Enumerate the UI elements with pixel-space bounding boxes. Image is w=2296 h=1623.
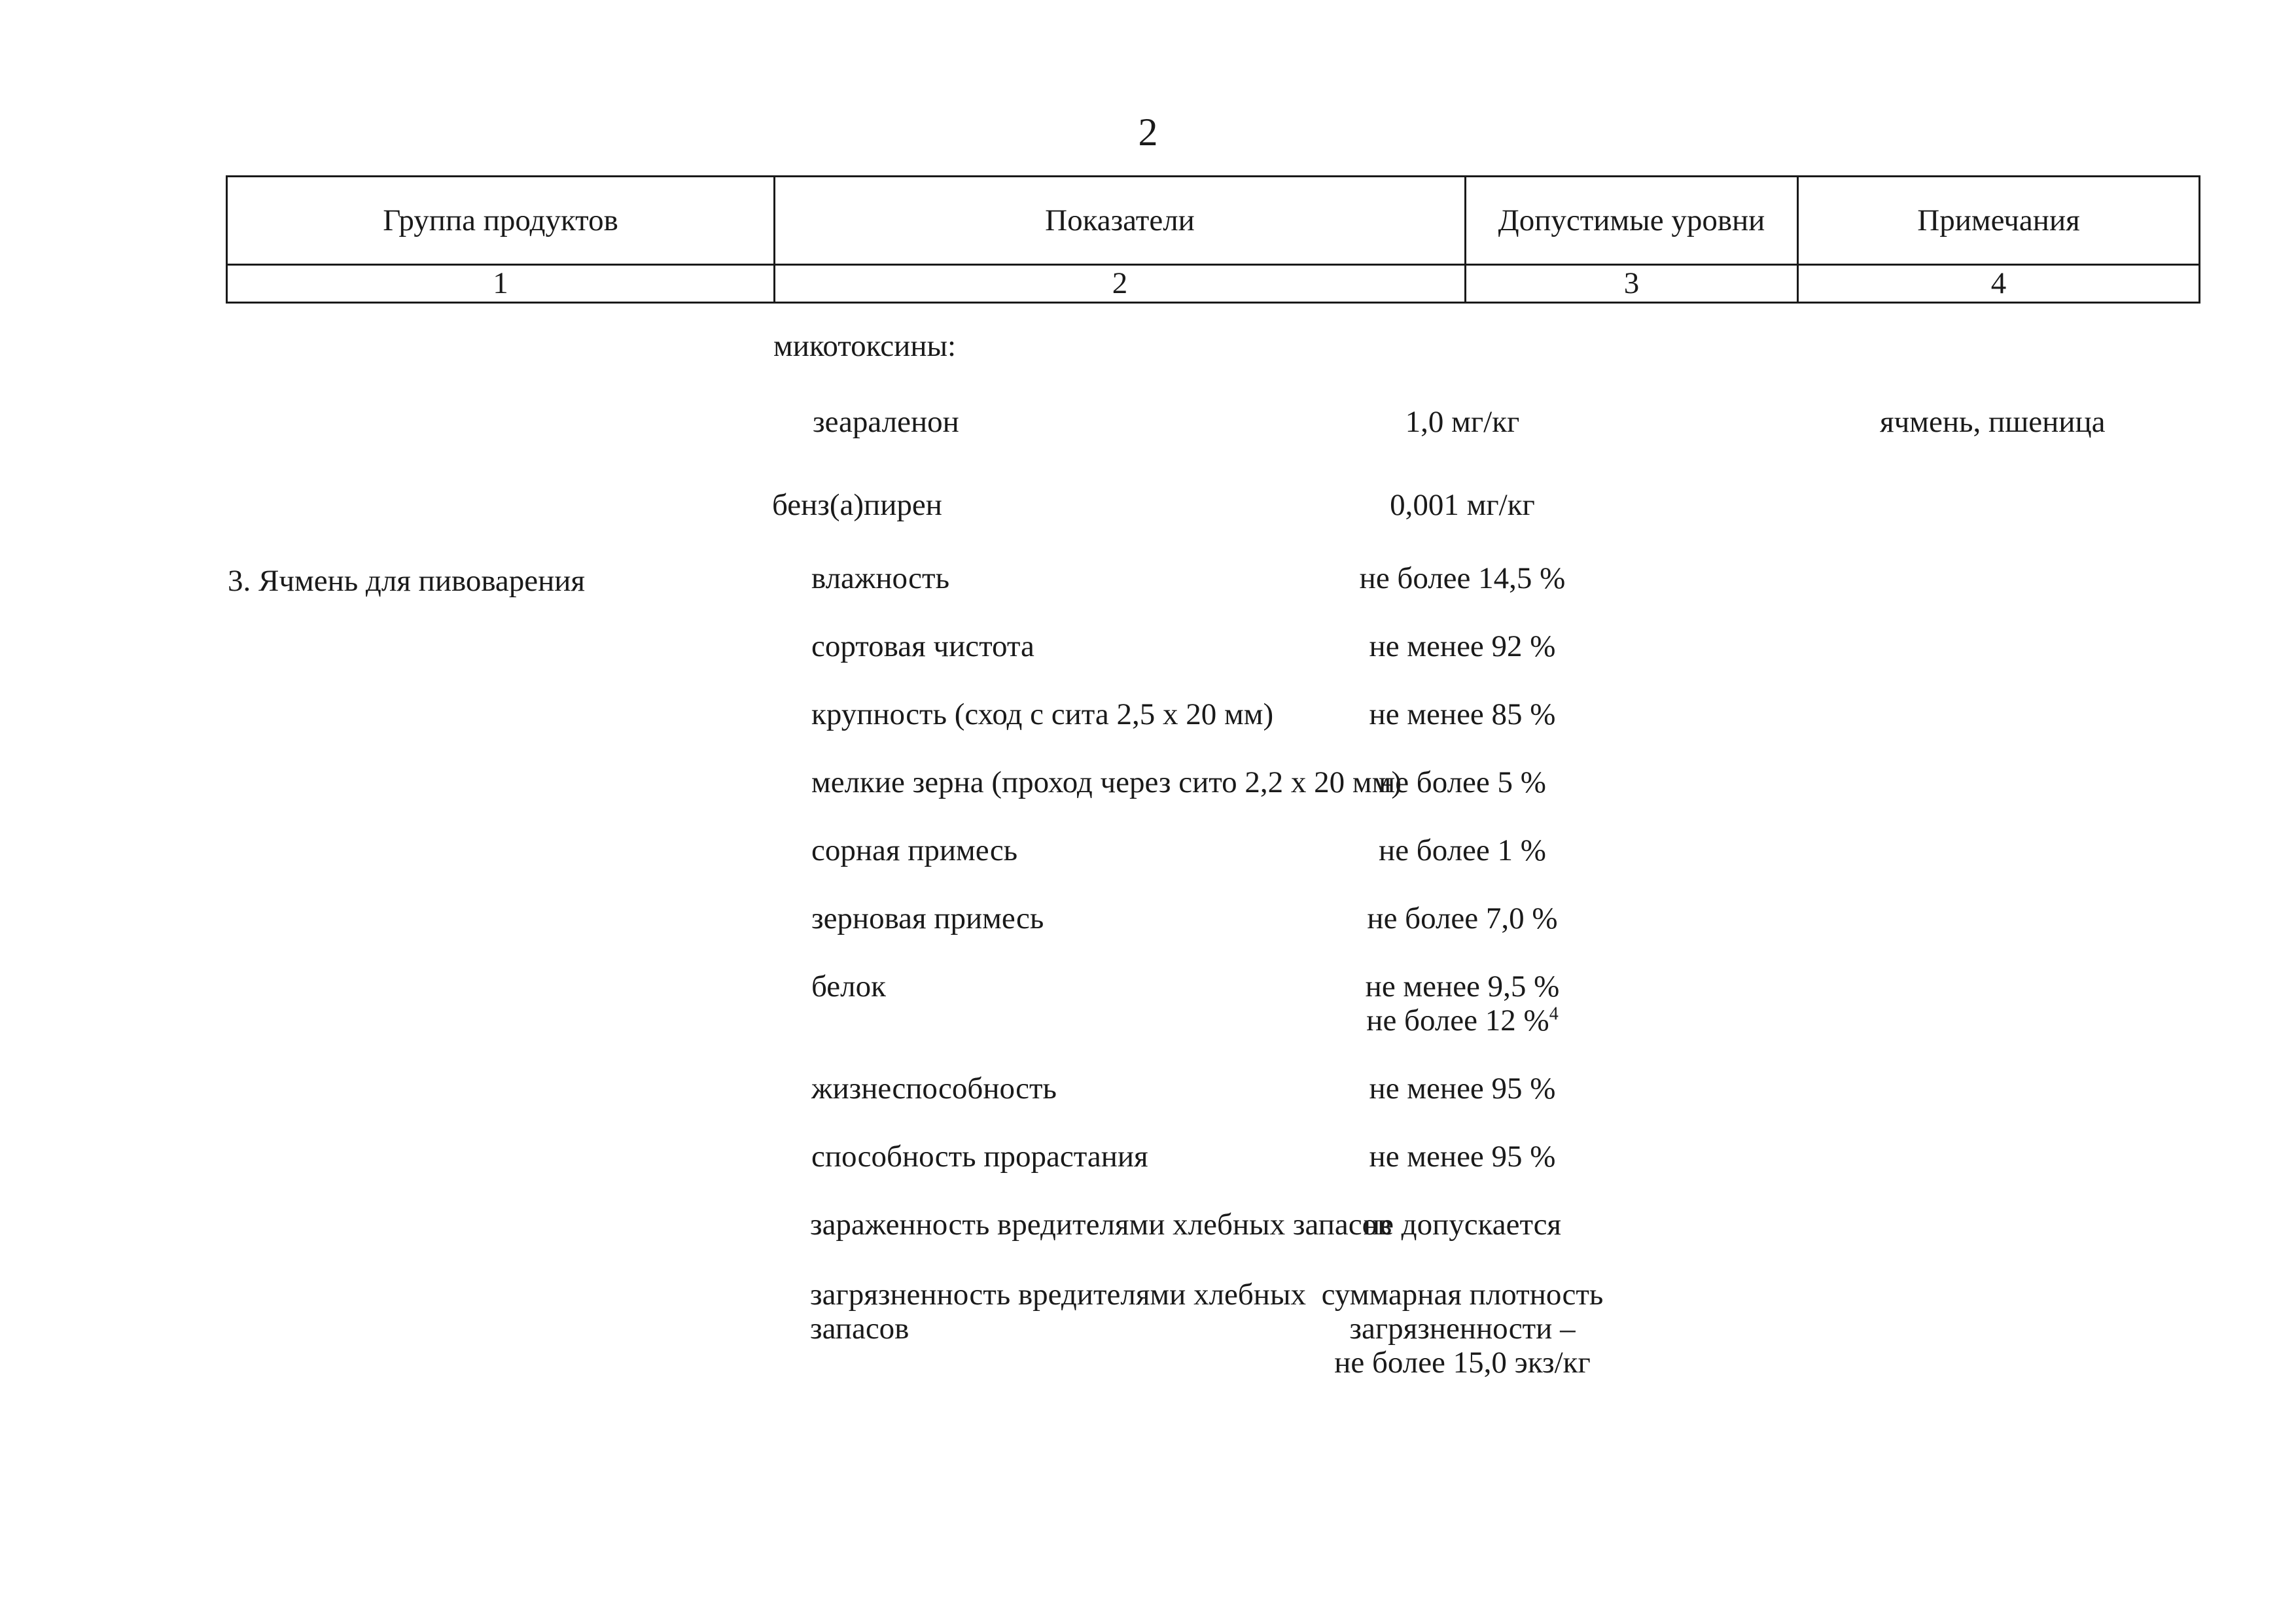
column-header-indicators: Показатели [773, 177, 1464, 264]
indicator-row-line-2: запасов [810, 1312, 910, 1346]
note-zearalenone: ячмень, пшеница [1880, 405, 2106, 439]
level-row: не менее 92 % [1369, 629, 1556, 663]
level-row: не менее 85 % [1369, 697, 1556, 731]
level-row: не менее 95 % [1369, 1072, 1556, 1106]
level-row-line-3: не более 15,0 экз/кг [1334, 1346, 1591, 1380]
column-header-notes: Примечания [1797, 177, 2199, 264]
level-text: не более 12 % [1366, 1003, 1549, 1038]
indicator-row: зараженность вредителями хлебных запасов [810, 1208, 1392, 1242]
product-group-name: 3. Ячмень для пивоварения [228, 564, 586, 598]
indicator-row: мелкие зерна (проход через сито 2,2 х 20 мм) [811, 765, 1402, 799]
indicator-benzapyrene: бенз(а)пирен [772, 488, 942, 522]
level-row: не более 5 % [1379, 765, 1546, 799]
level-row: не более 1 % [1379, 833, 1546, 867]
level-row: не более 14,5 % [1359, 561, 1566, 595]
column-number-4: 4 [1797, 264, 2199, 302]
column-number-3: 3 [1464, 264, 1797, 302]
mycotoxins-label: микотоксины: [773, 329, 957, 363]
level-row-line-2: загрязненности – [1349, 1312, 1576, 1346]
indicator-row: крупность (сход с сита 2,5 х 20 мм) [811, 697, 1274, 731]
indicator-row: белок [811, 969, 886, 1003]
footnote-marker: 4 [1549, 1003, 1559, 1024]
level-row-line-2 [1299, 1003, 1626, 1038]
column-header-permissible-levels: Допустимые уровни [1464, 177, 1797, 264]
page-number: 2 [1138, 111, 1158, 154]
indicator-row: зерновая примесь [811, 901, 1044, 935]
level-row: не более 7,0 % [1367, 901, 1558, 935]
indicator-row: сортовая чистота [811, 629, 1034, 663]
indicator-row: жизнеспособность [811, 1072, 1057, 1106]
indicator-zearalenone: зеараленон [813, 405, 959, 439]
level-row-line-1: суммарная плотность [1321, 1278, 1604, 1312]
indicator-row: влажность [811, 561, 950, 595]
column-number-2: 2 [773, 264, 1464, 302]
table-header [226, 175, 2200, 304]
indicator-row-line-1: загрязненность вредителями хлебных [810, 1278, 1307, 1312]
level-row: не менее 95 % [1369, 1140, 1556, 1174]
column-header-product-group: Группа продуктов [383, 203, 618, 237]
level-benzapyrene: 0,001 мг/кг [1390, 488, 1535, 522]
level-row-line-1: не менее 9,5 % [1365, 969, 1560, 1003]
level-zearalenone: 1,0 мг/кг [1405, 405, 1520, 439]
indicator-row: способность прорастания [811, 1140, 1148, 1174]
indicator-row: сорная примесь [811, 833, 1018, 867]
column-number-1: 1 [228, 264, 773, 302]
level-row: не допускается [1363, 1208, 1562, 1242]
